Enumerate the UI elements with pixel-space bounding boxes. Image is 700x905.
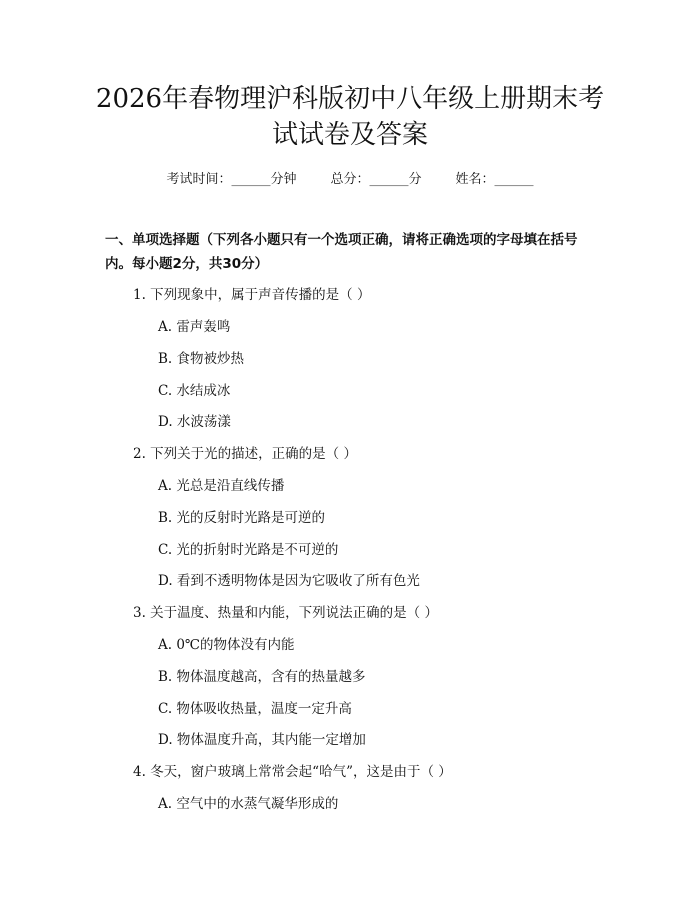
question-2-option-c: C. 光的折射时光路是不可逆的 (158, 542, 339, 558)
page-title-line-2: 试试卷及答案 (271, 120, 428, 150)
student-name-field: 姓名：______ (455, 172, 534, 187)
exam-time-field: 考试时间：______分钟 (166, 172, 297, 187)
question-4-stem: 4. 冬天，窗户玻璃上常常会起“哈气”，这是由于（ ） (133, 764, 452, 780)
page-title-line-1: 2026年春物理沪科版初中八年级上册期末考 (95, 84, 605, 114)
exam-info-row (0, 168, 700, 187)
question-2-option-d: D. 看到不透明物体是因为它吸收了所有色光 (158, 573, 420, 589)
question-1-stem: 1. 下列现象中，属于声音传播的是（ ） (133, 287, 371, 303)
question-3-option-a: A. 0℃的物体没有内能 (158, 637, 295, 653)
question-2-option-b: B. 光的反射时光路是可逆的 (158, 510, 326, 526)
question-3-option-b: B. 物体温度越高，含有的热量越多 (158, 669, 366, 685)
question-2-stem: 2. 下列关于光的描述，正确的是（ ） (133, 446, 357, 462)
question-3-option-d: D. 物体温度升高，其内能一定增加 (158, 732, 366, 748)
question-1-option-b: B. 食物被炒热 (158, 351, 245, 367)
total-score-field: 总分：______分 (330, 172, 422, 187)
question-1-option-a: A. 雷声轰鸣 (158, 319, 231, 335)
section-heading-single-choice: 一、单项选择题（下列各小题只有一个选项正确，请将正确选项的字母填在括号内。每小题2分，共30分） (105, 232, 578, 272)
question-1-option-d: D. 水波荡漾 (158, 414, 231, 430)
question-3-option-c: C. 物体吸收热量，温度一定升高 (158, 701, 352, 717)
question-1-option-c: C. 水结成冰 (158, 383, 231, 399)
question-4-option-a: A. 空气中的水蒸气凝华形成的 (158, 796, 339, 812)
question-3-stem: 3. 关于温度、热量和内能，下列说法正确的是（ ） (133, 605, 438, 621)
question-2-option-a: A. 光总是沿直线传播 (158, 478, 285, 494)
